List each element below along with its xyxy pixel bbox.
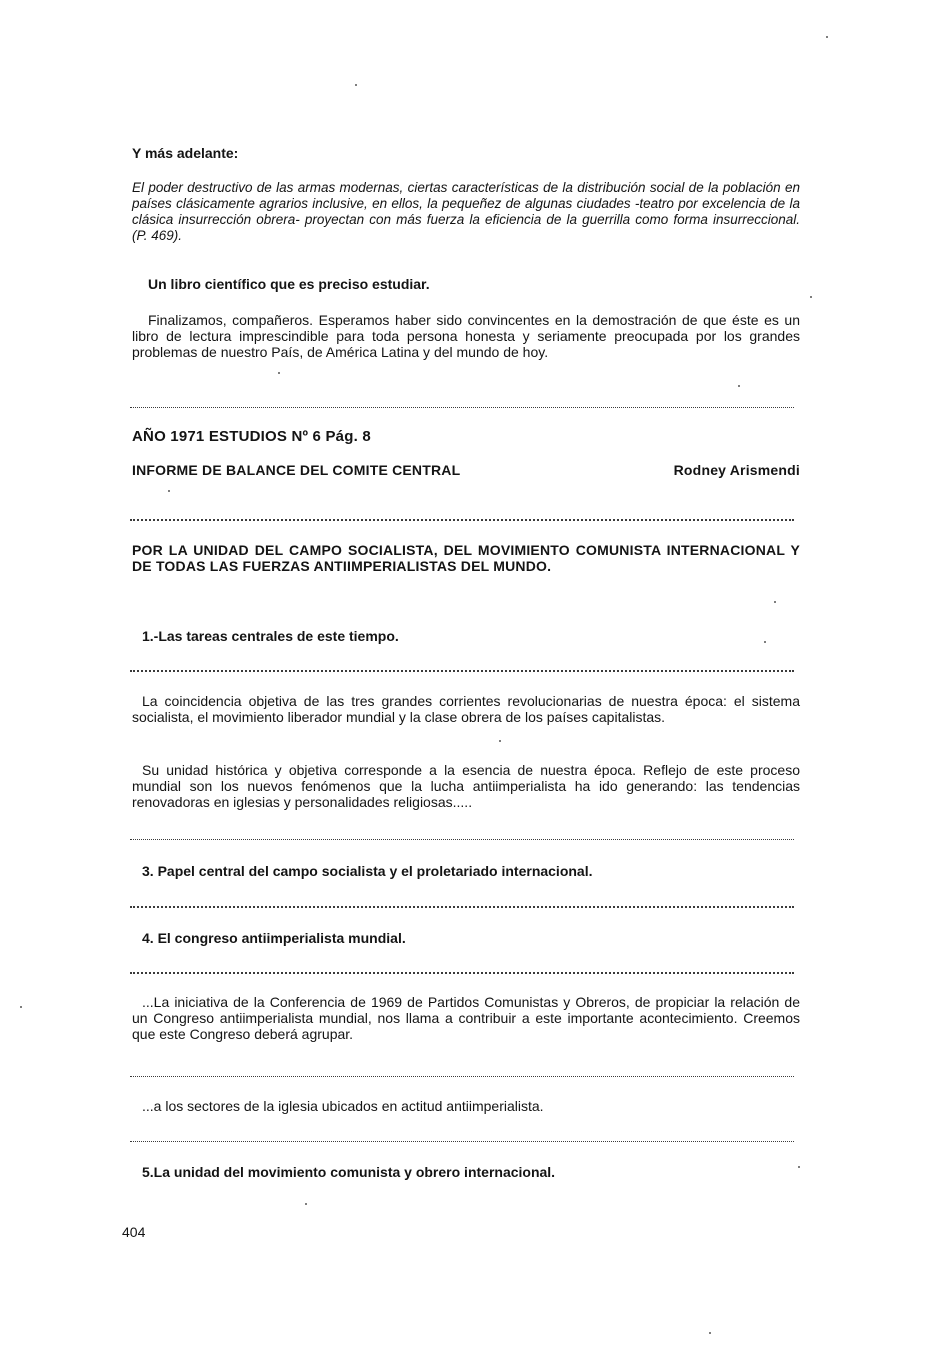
scan-speck — [305, 1203, 307, 1205]
scan-speck — [168, 490, 170, 492]
scan-speck — [499, 740, 501, 742]
scan-speck — [20, 1006, 22, 1008]
dotted-separator — [130, 906, 794, 908]
scan-speck — [810, 296, 812, 298]
report-title: INFORME DE BALANCE DEL COMITE CENTRAL — [132, 462, 461, 478]
dotted-separator — [130, 972, 794, 974]
heading-libro-cientifico: Un libro científico que es preciso estudiar. — [148, 276, 430, 292]
scan-speck — [826, 36, 828, 38]
scan-speck — [709, 1332, 711, 1334]
heading-y-mas-adelante: Y más adelante: — [132, 145, 239, 161]
paragraph-finalizamos: Finalizamos, compañeros. Esperamos haber sido convincentes en la demostración de que éste es un libro de lectura imprescindible para toda persona honesta y seriamente preocupada por los grandes problemas de nuestro País, de América Latina y del mundo de hoy. — [132, 312, 800, 360]
scan-speck — [738, 385, 740, 387]
dotted-separator — [130, 1141, 794, 1142]
source-line: AÑO 1971 ESTUDIOS Nº 6 Pág. 8 — [132, 428, 371, 445]
dotted-separator — [130, 1076, 794, 1077]
subheading-congreso: 4. El congreso antiimperialista mundial. — [142, 930, 406, 946]
subheading-tareas-centrales: 1.-Las tareas centrales de este tiempo. — [142, 628, 399, 644]
dotted-separator — [130, 519, 794, 521]
paragraph-iniciativa: ...La iniciativa de la Conferencia de 1969 de Partidos Comunistas y Obreros, de propiciar la relación de un Congreso antiimperialista mundial, nos llama a contribuir a este importante acontecimiento. Creemos que este Congreso deberá agrupar. — [132, 994, 800, 1042]
report-author: Rodney Arismendi — [673, 462, 800, 478]
dotted-separator — [130, 670, 794, 672]
paragraph-unidad-historica: Su unidad histórica y objetiva corresponde a la esencia de nuestra época. Reflejo de este proceso mundial son los nuevos fenómenos que la lucha antiimperialista ha ido generando: las tendencias renovadoras en iglesias y personalidades religiosas..... — [132, 762, 800, 810]
scan-speck — [774, 601, 776, 603]
dotted-separator — [130, 407, 794, 408]
scan-speck — [798, 1166, 800, 1168]
dotted-separator — [130, 839, 794, 840]
report-header — [132, 462, 800, 478]
subheading-unidad-movimiento: 5.La unidad del movimiento comunista y obrero internacional. — [142, 1164, 556, 1180]
section-title: POR LA UNIDAD DEL CAMPO SOCIALISTA, DEL MOVIMIENTO COMUNISTA INTERNACIONAL Y DE TODAS LAS FUERZAS ANTIIMPERIALISTAS DEL MUNDO. — [132, 542, 800, 574]
paragraph-sectores-iglesia: ...a los sectores de la iglesia ubicados en actitud antiimperialista. — [142, 1098, 544, 1114]
subheading-papel-central: 3. Papel central del campo socialista y el proletariado internacional. — [142, 863, 593, 879]
page-number: 404 — [122, 1224, 146, 1240]
scan-speck — [764, 641, 766, 643]
quote-paragraph: El poder destructivo de las armas modernas, ciertas características de la distribución social de la población en países clásicamente agrarios inclusive, en ellos, la pequeñez de algunas ciudades -teatro por excelencia de la clásica insurrección obrera- proyectan con más fuerza la eficiencia de la guerrilla como forma insurreccional. (P. 469). — [132, 180, 800, 243]
paragraph-coincidencia: La coincidencia objetiva de las tres grandes corrientes revolucionarias de nuestra época: el sistema socialista, el movimiento liberador mundial y la clase obrera de los países capitalistas. — [132, 693, 800, 725]
scan-speck — [278, 372, 280, 374]
scan-speck — [355, 84, 357, 86]
